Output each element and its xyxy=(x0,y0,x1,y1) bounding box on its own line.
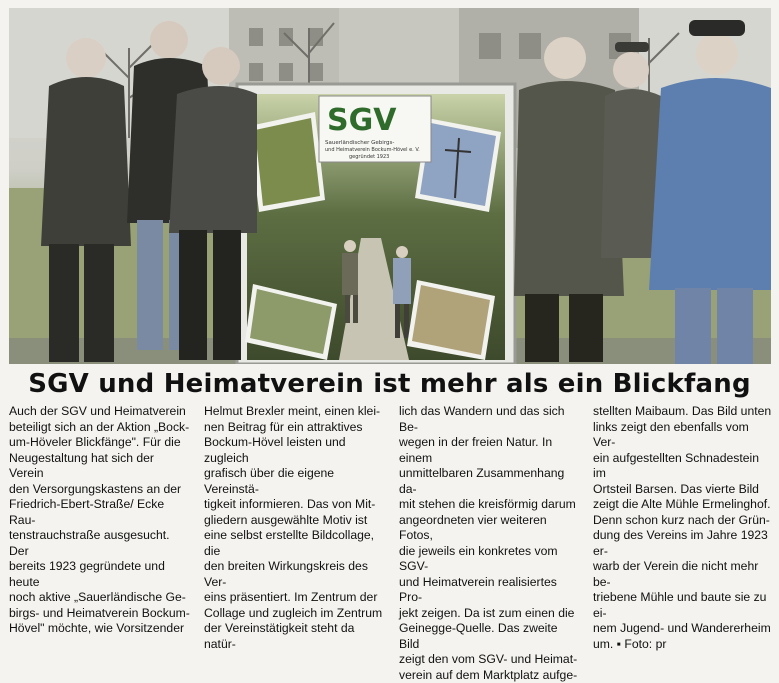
column-3-text: lich das Wandern und das sich Be- wegen in der freien Natur. In einem unmittelbaren Zusammenhang da- mit stehen die kreisförmig darum angeordneten vier weiteren Fotos, die jeweils ein konkretes vom SGV- und Heimatverein realisiertes Pro- jekt zeigen. Da ist zum einen die Geinegge-Quelle. Das zweite Bild zeigt den vom SGV- und Heimat- verein auf dem Marktplatz aufge- xyxy=(399,404,578,682)
article-column-4 xyxy=(593,404,774,652)
article-photo xyxy=(9,8,771,364)
column-2-text: Helmut Brexler meint, einen klei- nen Beitrag für ein attraktives Bockum-Hövel leisten und zugleich grafisch über die eigene Vereinstä- tigkeit informieren. Das von Mit- gliedern ausgewählte Motiv ist eine selbst erstellte Bildcollage, die den breiten Wirkungskreis des Ver- eins präsentiert. Im Zentrum der Collage und zugleich im Zentrum der Vereinstätigkeit steht da natür- xyxy=(204,404,383,651)
article-body xyxy=(9,404,772,682)
sgv-sign xyxy=(319,96,431,162)
column-1-text: Auch der SGV und Heimatverein beteiligt sich an der Aktion „Bock- um-Höveler Blickfänge". Für die Neugestaltung hat sich der Verein den Versorgungskastens an der Friedrich-Ebert-Straße/ Ecke Rau- tenstrauchstraße ausgesucht. Der bereits 1923 gegründete und heute noch aktive „Sauerländische Ge- birgs- und Heimatverein Bockum- Hövel" möchte, wie Vorsitzender xyxy=(9,404,190,635)
article-column-3 xyxy=(399,404,580,683)
sgv-sign-caption-3: gegründet 1923 xyxy=(349,154,390,160)
article-column-1 xyxy=(9,404,190,637)
article-column-2 xyxy=(204,404,385,652)
article-headline: SGV und Heimatverein ist mehr als ein Blickfang xyxy=(28,369,751,399)
collage-photo-top-left xyxy=(249,112,325,212)
column-4-text: stellten Maibaum. Das Bild unten links zeigt den ebenfalls vom Ver- ein aufgestellten Schnadestein im Ortsteil Barsen. Das vierte Bild zeigt die Alte Mühle Ermelinghof. Denn schon kurz nach der Grün- dung des Vereins im Jahre 1923 er- warb der Verein die nicht mehr be- triebene Mühle und baute sie zu ei- nem Jugend- und Wandererheim um. ▪ Foto: pr xyxy=(593,404,772,651)
sgv-sign-caption-1: Sauerländischer Gebirgs- xyxy=(325,140,395,146)
sgv-sign-caption-2: und Heimatverein Bockum-Hövel e. V. xyxy=(325,147,420,153)
photo-illustration xyxy=(9,8,771,364)
sgv-logo-text: SGV xyxy=(327,103,397,138)
